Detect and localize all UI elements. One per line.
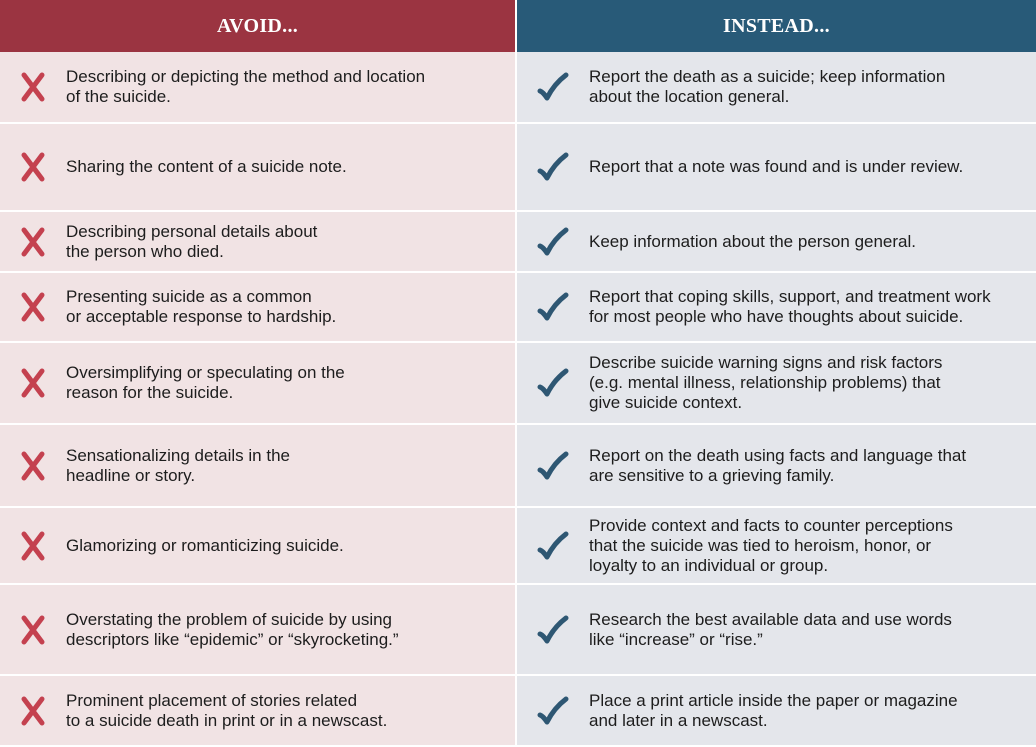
x-mark-icon: [0, 292, 66, 322]
check-mark-icon: [517, 227, 589, 257]
check-mark-icon: [517, 696, 589, 726]
avoid-cell: [0, 676, 517, 747]
avoid-cell: [0, 212, 517, 273]
check-mark-icon: [517, 531, 589, 561]
avoid-cell: [0, 508, 517, 585]
check-mark-icon: [517, 72, 589, 102]
instead-text: Research the best available data and use words like “increase” or “rise.”: [589, 609, 952, 649]
avoid-text: Describing or depicting the method and location of the suicide.: [66, 67, 426, 106]
check-mark-icon: [517, 615, 589, 645]
instead-cell: [517, 508, 1036, 585]
avoid-cell: [0, 585, 517, 676]
check-mark-icon: [517, 368, 589, 398]
instead-cell: [517, 585, 1036, 676]
instead-cell: [517, 425, 1036, 508]
avoid-text: Describing personal details about the person who died.: [66, 221, 318, 261]
instead-cell: [517, 676, 1036, 747]
avoid-text: Glamorizing or romanticizing suicide.: [66, 535, 344, 555]
x-mark-icon: [0, 696, 66, 726]
check-mark-icon: [517, 451, 589, 481]
instead-text: Report the death as a suicide; keep information about the location general.: [589, 67, 946, 106]
avoid-text: Sharing the content of a suicide note.: [66, 157, 347, 176]
instead-text: Provide context and facts to counter perceptions that the suicide was tied to heroism, honor, or loyalty to an individual or group.: [589, 515, 953, 575]
x-mark-icon: [0, 227, 66, 257]
instead-column-header: INSTEAD...: [517, 0, 1036, 52]
instead-cell: [517, 52, 1036, 124]
instead-cell: [517, 343, 1036, 425]
avoid-text: Sensationalizing details in the headline or story.: [66, 445, 290, 485]
x-mark-icon: [0, 531, 66, 561]
check-mark-icon: [517, 292, 589, 322]
instead-cell: [517, 124, 1036, 212]
instead-cell: [517, 212, 1036, 273]
avoid-text: Presenting suicide as a common or acceptable response to hardship.: [66, 287, 337, 326]
check-mark-icon: [517, 152, 589, 182]
avoid-text: Prominent placement of stories related to a suicide death in print or in a newscast.: [66, 690, 388, 730]
avoid-cell: [0, 124, 517, 212]
x-mark-icon: [0, 368, 66, 398]
avoid-text: Overstating the problem of suicide by using descriptors like “epidemic” or “skyrocketing.”: [66, 609, 399, 649]
avoid-cell: [0, 343, 517, 425]
instead-text: Report that coping skills, support, and treatment work for most people who have thoughts about suicide.: [589, 287, 991, 326]
avoid-text: Oversimplifying or speculating on the reason for the suicide.: [66, 363, 345, 402]
instead-text: Place a print article inside the paper or magazine and later in a newscast.: [589, 690, 958, 730]
instead-text: Report that a note was found and is under review.: [589, 157, 964, 176]
instead-text: Report on the death using facts and language that are sensitive to a grieving family.: [589, 445, 967, 485]
avoid-cell: [0, 425, 517, 508]
x-mark-icon: [0, 615, 66, 645]
instead-text: Describe suicide warning signs and risk factors (e.g. mental illness, relationship problems) that give suicide context.: [589, 353, 943, 412]
x-mark-icon: [0, 72, 66, 102]
avoid-cell: [0, 273, 517, 343]
avoid-cell: [0, 52, 517, 124]
avoid-column-header: AVOID...: [0, 0, 517, 52]
x-mark-icon: [0, 152, 66, 182]
x-mark-icon: [0, 451, 66, 481]
instead-text: Keep information about the person general.: [589, 231, 917, 251]
instead-cell: [517, 273, 1036, 343]
